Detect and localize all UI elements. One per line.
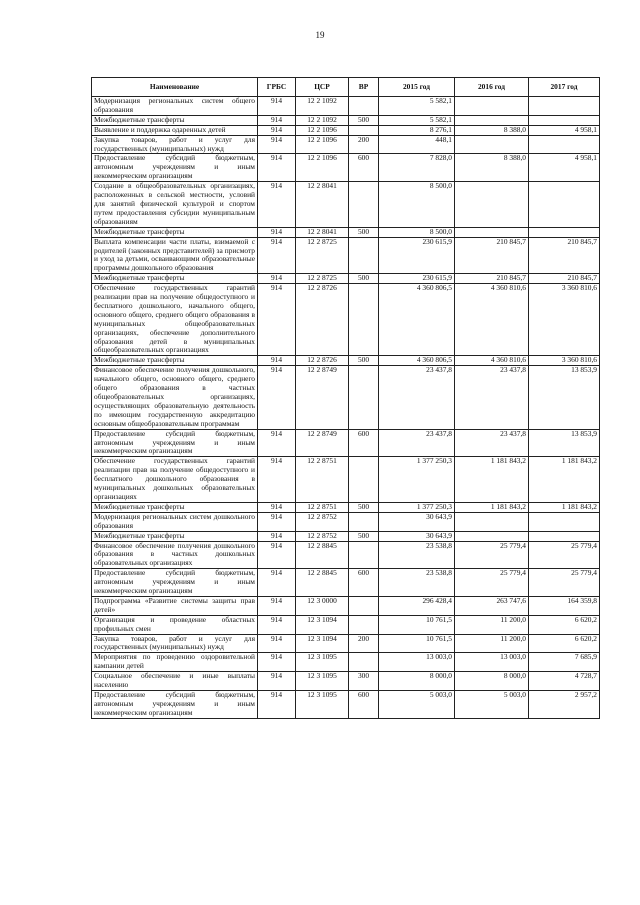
cell-vr: 200 (349, 135, 379, 154)
cell-name: Модернизация региональных систем общего образования (92, 97, 258, 116)
cell-csr: 12 2 1092 (296, 97, 349, 116)
cell-name: Предоставление субсидий бюджетным, автономным учреждениям и иным некоммерческим организациям (92, 569, 258, 597)
cell-vr: 200 (349, 634, 379, 653)
cell-2015: 8 500,0 (379, 182, 455, 228)
cell-2016: 1 181 843,2 (455, 502, 529, 512)
cell-grbs: 914 (258, 596, 296, 615)
cell-csr: 12 2 1092 (296, 115, 349, 125)
cell-vr: 300 (349, 672, 379, 691)
cell-vr: 600 (349, 154, 379, 182)
cell-name: Закупка товаров, работ и услуг для государственных (муниципальных) нужд (92, 634, 258, 653)
cell-grbs: 914 (258, 531, 296, 541)
cell-name: Социальное обеспечение и иные выплаты населению (92, 672, 258, 691)
cell-2017: 4 958,1 (529, 125, 600, 135)
cell-2016 (455, 97, 529, 116)
cell-name: Модернизация региональных систем дошкольного образования (92, 512, 258, 531)
table-row (92, 366, 600, 429)
cell-grbs: 914 (258, 672, 296, 691)
cell-2015: 23 538,8 (379, 541, 455, 569)
header-2017: 2017 год (529, 78, 600, 97)
cell-2015: 10 761,5 (379, 615, 455, 634)
cell-2016: 1 181 843,2 (455, 457, 529, 503)
cell-2015: 30 643,9 (379, 531, 455, 541)
cell-2015: 4 360 806,5 (379, 284, 455, 356)
cell-name: Организация и проведение областных профильных смен (92, 615, 258, 634)
cell-vr (349, 237, 379, 274)
cell-2016: 210 845,7 (455, 274, 529, 284)
header-csr: ЦСР (296, 78, 349, 97)
cell-grbs: 914 (258, 512, 296, 531)
cell-vr (349, 97, 379, 116)
cell-2016: 11 200,0 (455, 615, 529, 634)
cell-2016: 8 388,0 (455, 154, 529, 182)
cell-2016: 5 003,0 (455, 691, 529, 719)
cell-2015: 8 500,0 (379, 227, 455, 237)
cell-grbs: 914 (258, 366, 296, 429)
table-row (92, 457, 600, 503)
table-row (92, 237, 600, 274)
table-row (92, 672, 600, 691)
cell-vr (349, 457, 379, 503)
cell-2015: 1 377 250,3 (379, 457, 455, 503)
cell-2017: 25 779,4 (529, 569, 600, 597)
cell-2017: 210 845,7 (529, 237, 600, 274)
cell-vr: 500 (349, 227, 379, 237)
cell-grbs: 914 (258, 135, 296, 154)
cell-csr: 12 2 8726 (296, 284, 349, 356)
table-row (92, 531, 600, 541)
cell-grbs: 914 (258, 154, 296, 182)
cell-name: Межбюджетные трансферты (92, 227, 258, 237)
cell-name: Выплата компенсации части платы, взимаемой с родителей (законных представителей) за присмотр и уход за детьми, осваивающими образовательные программы дошкольного образования (92, 237, 258, 274)
cell-2016 (455, 115, 529, 125)
cell-2016 (455, 227, 529, 237)
cell-vr (349, 596, 379, 615)
cell-2017: 25 779,4 (529, 541, 600, 569)
cell-grbs: 914 (258, 541, 296, 569)
cell-2017 (529, 182, 600, 228)
cell-2017: 3 360 810,6 (529, 356, 600, 366)
cell-vr (349, 541, 379, 569)
cell-grbs: 914 (258, 125, 296, 135)
cell-name: Межбюджетные трансферты (92, 502, 258, 512)
header-vr: ВР (349, 78, 379, 97)
table-row (92, 596, 600, 615)
cell-csr: 12 2 8749 (296, 429, 349, 457)
table-row (92, 125, 600, 135)
cell-2016: 4 360 810,6 (455, 284, 529, 356)
cell-2016: 25 779,4 (455, 541, 529, 569)
cell-name: Закупка товаров, работ и услуг для государственных (муниципальных) нужд (92, 135, 258, 154)
cell-2016: 8 000,0 (455, 672, 529, 691)
cell-name: Подпрограмма «Развитие системы защиты прав детей» (92, 596, 258, 615)
cell-name: Финансовое обеспечение получения дошкольного, начального общего, основного общего, среднего общего образования в частных общеобразовательных организациях, осуществляющих образовательную деятельность по имеющим государственную аккредитацию основным общеобразовательным программам (92, 366, 258, 429)
cell-name: Обеспечение государственных гарантий реализации прав на получение общедоступного и бесплатного дошкольного образования в муниципальных дошкольных образовательных организациях (92, 457, 258, 503)
cell-2017: 7 685,9 (529, 653, 600, 672)
cell-vr: 500 (349, 115, 379, 125)
cell-csr: 12 3 1094 (296, 615, 349, 634)
cell-2017: 4 728,7 (529, 672, 600, 691)
cell-2015: 30 643,9 (379, 512, 455, 531)
page-number: 19 (315, 30, 325, 40)
cell-2016 (455, 135, 529, 154)
cell-2015: 5 582,1 (379, 115, 455, 125)
table-row (92, 653, 600, 672)
table-row (92, 97, 600, 116)
cell-2015: 448,1 (379, 135, 455, 154)
cell-2016: 23 437,8 (455, 366, 529, 429)
cell-2017: 13 853,9 (529, 366, 600, 429)
cell-2015: 23 437,8 (379, 429, 455, 457)
cell-grbs: 914 (258, 429, 296, 457)
cell-vr (349, 182, 379, 228)
cell-2017: 6 620,2 (529, 634, 600, 653)
cell-name: Предоставление субсидий бюджетным, автономным учреждениям и иным некоммерческим организациям (92, 691, 258, 719)
cell-csr: 12 3 1095 (296, 672, 349, 691)
cell-csr: 12 2 8752 (296, 531, 349, 541)
table-row (92, 541, 600, 569)
cell-grbs: 914 (258, 691, 296, 719)
cell-2017: 1 181 843,2 (529, 457, 600, 503)
cell-2017 (529, 97, 600, 116)
table-row (92, 154, 600, 182)
cell-2017: 2 957,2 (529, 691, 600, 719)
cell-name: Финансовое обеспечение получения дошкольного образования в частных дошкольных образовательных организациях (92, 541, 258, 569)
cell-2015: 5 003,0 (379, 691, 455, 719)
cell-name: Предоставление субсидий бюджетным, автономным учреждениям и иным некоммерческим организациям (92, 429, 258, 457)
cell-2015: 230 615,9 (379, 274, 455, 284)
cell-2017 (529, 227, 600, 237)
cell-2015: 8 276,1 (379, 125, 455, 135)
cell-grbs: 914 (258, 274, 296, 284)
cell-vr: 600 (349, 691, 379, 719)
cell-csr: 12 3 1095 (296, 653, 349, 672)
cell-name: Выявление и поддержка одаренных детей (92, 125, 258, 135)
cell-2015: 8 000,0 (379, 672, 455, 691)
cell-grbs: 914 (258, 115, 296, 125)
cell-2017: 6 620,2 (529, 615, 600, 634)
cell-vr (349, 615, 379, 634)
cell-grbs: 914 (258, 227, 296, 237)
cell-vr: 600 (349, 569, 379, 597)
cell-csr: 12 2 8752 (296, 512, 349, 531)
table-row (92, 691, 600, 719)
cell-2017 (529, 512, 600, 531)
table-row (92, 512, 600, 531)
table-row (92, 569, 600, 597)
cell-csr: 12 2 1096 (296, 125, 349, 135)
cell-grbs: 914 (258, 182, 296, 228)
cell-name: Обеспечение государственных гарантий реализации прав на получение общедоступного и бесплатного дошкольного, начального общего, основного общего, среднего общего образования в муниципальных общеобразовательных организациях, обеспечение дополнительного образования детей в муниципальных общеобразовательных организациях (92, 284, 258, 356)
table-row (92, 115, 600, 125)
cell-2016 (455, 512, 529, 531)
cell-2015: 296 428,4 (379, 596, 455, 615)
header-grbs: ГРБС (258, 78, 296, 97)
cell-csr: 12 2 8041 (296, 182, 349, 228)
cell-name: Предоставление субсидий бюджетным, автономным учреждениям и иным некоммерческим организациям (92, 154, 258, 182)
cell-vr (349, 366, 379, 429)
cell-vr (349, 653, 379, 672)
cell-2015: 23 538,8 (379, 569, 455, 597)
cell-name: Межбюджетные трансферты (92, 274, 258, 284)
cell-name: Межбюджетные трансферты (92, 356, 258, 366)
cell-csr: 12 2 8749 (296, 366, 349, 429)
cell-grbs: 914 (258, 634, 296, 653)
cell-csr: 12 2 8751 (296, 502, 349, 512)
cell-csr: 12 2 1096 (296, 154, 349, 182)
cell-2017: 1 181 843,2 (529, 502, 600, 512)
cell-2015: 1 377 250,3 (379, 502, 455, 512)
cell-vr: 600 (349, 429, 379, 457)
cell-grbs: 914 (258, 284, 296, 356)
cell-2016: 13 003,0 (455, 653, 529, 672)
cell-vr: 500 (349, 356, 379, 366)
cell-csr: 12 3 0000 (296, 596, 349, 615)
cell-vr (349, 284, 379, 356)
cell-csr: 12 2 8726 (296, 356, 349, 366)
cell-grbs: 914 (258, 457, 296, 503)
cell-2016: 25 779,4 (455, 569, 529, 597)
cell-2016 (455, 182, 529, 228)
cell-2015: 23 437,8 (379, 366, 455, 429)
table-row (92, 284, 600, 356)
header-name: Наименование (92, 78, 258, 97)
cell-2016: 210 845,7 (455, 237, 529, 274)
cell-2016: 4 360 810,6 (455, 356, 529, 366)
cell-2017: 3 360 810,6 (529, 284, 600, 356)
table-row (92, 227, 600, 237)
cell-grbs: 914 (258, 569, 296, 597)
cell-2017 (529, 115, 600, 125)
cell-grbs: 914 (258, 502, 296, 512)
cell-csr: 12 2 8725 (296, 237, 349, 274)
table-row (92, 429, 600, 457)
table-row (92, 182, 600, 228)
cell-grbs: 914 (258, 653, 296, 672)
cell-name: Мероприятия по проведению оздоровительной кампании детей (92, 653, 258, 672)
cell-csr: 12 2 8751 (296, 457, 349, 503)
cell-csr: 12 2 8845 (296, 541, 349, 569)
header-2016: 2016 год (455, 78, 529, 97)
cell-csr: 12 3 1095 (296, 691, 349, 719)
cell-csr: 12 2 8725 (296, 274, 349, 284)
cell-vr (349, 125, 379, 135)
cell-2017 (529, 135, 600, 154)
cell-2016 (455, 531, 529, 541)
table-row (92, 634, 600, 653)
cell-vr (349, 512, 379, 531)
cell-2017: 210 845,7 (529, 274, 600, 284)
table-row (92, 135, 600, 154)
cell-2016: 263 747,6 (455, 596, 529, 615)
cell-grbs: 914 (258, 237, 296, 274)
cell-vr: 500 (349, 274, 379, 284)
cell-2016: 23 437,8 (455, 429, 529, 457)
cell-2016: 11 200,0 (455, 634, 529, 653)
cell-2015: 230 615,9 (379, 237, 455, 274)
cell-grbs: 914 (258, 356, 296, 366)
cell-2015: 7 828,0 (379, 154, 455, 182)
cell-csr: 12 3 1094 (296, 634, 349, 653)
cell-2017: 13 853,9 (529, 429, 600, 457)
cell-vr: 500 (349, 531, 379, 541)
cell-grbs: 914 (258, 615, 296, 634)
cell-name: Межбюджетные трансферты (92, 531, 258, 541)
budget-table (91, 77, 600, 719)
cell-name: Создание в общеобразовательных организациях, расположенных в сельской местности, условий для занятий физической культурой и спортом путем предоставления субсидии муниципальным образованиям (92, 182, 258, 228)
table-row (92, 274, 600, 284)
cell-2015: 5 582,1 (379, 97, 455, 116)
cell-2015: 4 360 806,5 (379, 356, 455, 366)
cell-2017 (529, 531, 600, 541)
cell-name: Межбюджетные трансферты (92, 115, 258, 125)
table-header-row (92, 78, 600, 97)
header-2015: 2015 год (379, 78, 455, 97)
cell-grbs: 914 (258, 97, 296, 116)
cell-2016: 8 388,0 (455, 125, 529, 135)
table-row (92, 615, 600, 634)
table-row (92, 502, 600, 512)
table-row (92, 356, 600, 366)
cell-2015: 13 003,0 (379, 653, 455, 672)
cell-csr: 12 2 8041 (296, 227, 349, 237)
cell-csr: 12 2 1096 (296, 135, 349, 154)
cell-2017: 164 359,8 (529, 596, 600, 615)
cell-vr: 500 (349, 502, 379, 512)
cell-2017: 4 958,1 (529, 154, 600, 182)
cell-2015: 10 761,5 (379, 634, 455, 653)
cell-csr: 12 2 8845 (296, 569, 349, 597)
